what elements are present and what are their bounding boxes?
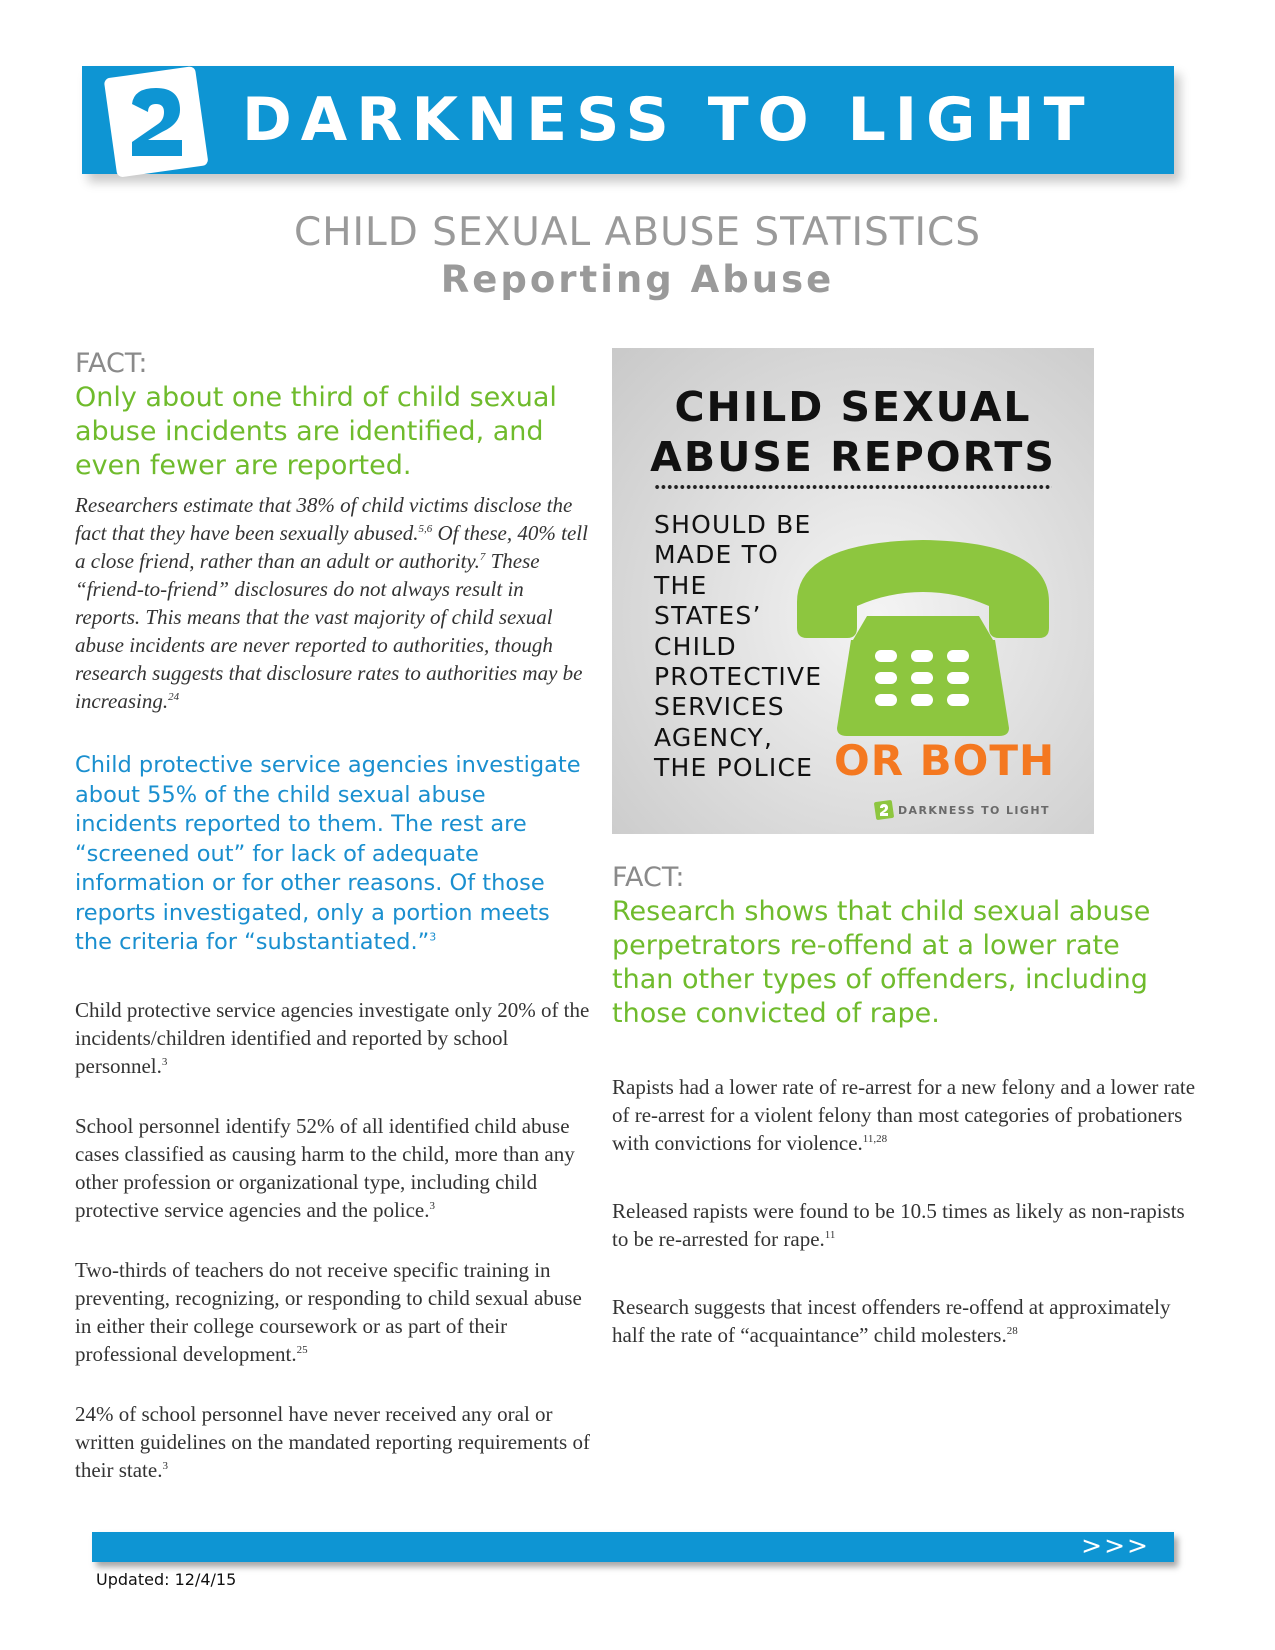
brand-title: DARKNESS TO LIGHT (242, 85, 1094, 155)
citation: 7 (479, 551, 486, 563)
page-subtitle: Reporting Abuse (440, 258, 835, 301)
page-title: CHILD SEXUAL ABUSE STATISTICS (293, 210, 982, 255)
infographic-title: CHILD SEXUAL ABUSE REPORTS (650, 383, 1056, 481)
fact-headline: Research shows that child sexual abuse perpetrators re-offend at a lower rate than other types of offenders, including those convicted of rape. (612, 896, 1151, 1029)
citation: 25 (296, 1343, 308, 1356)
intro-paragraph: Researchers estimate that 38% of child victims disclose the fact that they have been sexually abused.$^{5,6}$ Of these, 40% tell a close friend, rather than an adult or authority.$^7$ These “friend-to-friend” disclosures do not always result in reports. This means that the vast majority of child sexual abuse incidents are never reported to authorities, though research suggests that disclosure rates to authorities may be increasing.$^{24}$ (75, 493, 588, 713)
citation: 3 (429, 930, 437, 944)
statistic-paragraph: 24% of school personnel have never received any oral or written guidelines on the mandated reporting requirements of their state.$^3$ (75, 1401, 590, 1482)
right-column (612, 862, 1197, 1349)
fact-headline: Only about one third of child sexual abuse incidents are identified, and even fewer are reported. (75, 382, 557, 481)
statistic-paragraph: Rapists had a lower rate of re-arrest for a new felony and a lower rate of re-arrest for a violent felony than most categories of probationers with convictions for violence.$^{11,28}$ (612, 1075, 1196, 1155)
citation: 11 (824, 1229, 836, 1241)
statistic-paragraph: Research suggests that incest offenders re-offend at approximately half the rate of “acquaintance” child molesters.$^{28}$ (612, 1295, 1171, 1347)
statistic-paragraph: Released rapists were found to be 10.5 times as likely as non-rapists to be re-arrested for rape.$^{11}$ (612, 1199, 1185, 1251)
citation: 24 (168, 691, 180, 703)
reports-infographic (612, 348, 1094, 834)
citation: 5,6 (418, 523, 433, 535)
citation: 28 (1006, 1325, 1018, 1337)
citation: 11,28 (862, 1133, 888, 1145)
infographic-body: SHOULD BE MADE TO THE STATES’ CHILD PROTECTIVE SERVICES AGENCY, THE POLICE (654, 510, 823, 783)
header-banner (82, 66, 1174, 174)
infographic-brand: DARKNESS TO LIGHT (874, 800, 1050, 820)
citation: 3 (162, 1459, 168, 1472)
citation: 3 (429, 1199, 435, 1212)
left-column (75, 348, 590, 1484)
statistic-paragraph: Child protective service agencies investigate only 20% of the incidents/children identified and reported by school personnel.$^3$ (75, 997, 590, 1078)
highlight-paragraph: Child protective service agencies investigate about 55% of the child sexual abuse incidents reported to them. The rest are “screened out” for lack of adequate information or for other reasons. Of those reports investigated, only a portion meets the criteria for “substantiated.”$^3$ (75, 752, 581, 955)
fact-label: FACT: (75, 348, 148, 379)
footer-bar (92, 1532, 1174, 1562)
fact-label: FACT: (612, 862, 685, 893)
next-page-link[interactable]: >>> (1081, 1531, 1150, 1560)
infographic-emphasis: OR BOTH (834, 736, 1056, 785)
statistic-paragraph: School personnel identify 52% of all identified child abuse cases classified as causing harm to the child, more than any other profession or organizational type, including child protective service agencies and the police.$^3$ (75, 1113, 575, 1222)
dotted-divider (654, 484, 1052, 490)
statistic-paragraph: Two-thirds of teachers do not receive specific training in preventing, recognizing, or responding to child sexual abuse in either their college coursework or as part of their professional development.$^{25}$ (75, 1257, 582, 1366)
updated-date: Updated: 12/4/15 (96, 1570, 237, 1589)
citation: 3 (161, 1055, 168, 1068)
darkness-to-light-logo-icon (100, 62, 210, 180)
darkness-to-light-logo-icon (874, 800, 894, 820)
